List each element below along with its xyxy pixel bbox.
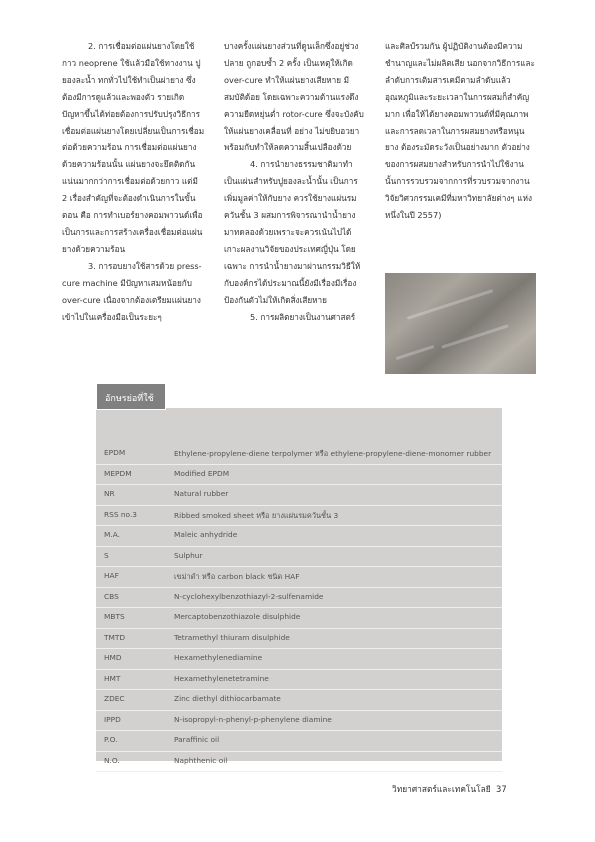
abbreviation-row xyxy=(96,465,502,486)
abbreviations-heading: อักษรย่อที่ใช้ xyxy=(105,394,154,404)
abbreviation-row xyxy=(96,752,502,773)
abbreviations-list xyxy=(96,444,502,772)
abbreviation-row xyxy=(96,690,502,711)
abbreviation-definition: Maleic anhydride xyxy=(174,530,238,539)
abbreviation-term: P.O. xyxy=(104,735,118,744)
abbreviation-row xyxy=(96,567,502,588)
abbreviation-row xyxy=(96,588,502,609)
abbreviation-definition: N-cyclohexylbenzothiazyl-2-sulfenamide xyxy=(174,591,324,601)
abbreviation-term: RSS no.3 xyxy=(104,509,137,519)
abbreviation-definition: Paraffinic oil xyxy=(174,735,220,744)
abbreviation-term: TMTD xyxy=(104,632,126,642)
paragraph: 4. การนำยางธรรมชาติมาทำเป็นแผ่นสำหรับปูยองละน้ำนั้น เป็นการเพิ่มมูลค่าให้กับยาง ควรใช้ยางแผ่นรมควันชั้น 3 ผสมการพิจารณานำน้ำยางมาทดลองด้วยเพราะจะควรเน้นไปได้เกาะผลงานวิจัยของประเทศญี่ปุ่น โดยเฉพาะ การนำน้ำยางมาผ่านกรรมวิธีให้กับองค์กรได้ประมาณนี้ยังมีเรื่องมีเรื่องป้องกันตัวไม่ให้เกิดสิ่งเสียหาย xyxy=(224,159,361,305)
abbreviation-row xyxy=(96,506,502,527)
abbreviation-row xyxy=(96,649,502,670)
abbreviation-term: CBS xyxy=(104,591,119,601)
abbreviation-definition: Mercaptobenzothiazole disulphide xyxy=(174,612,301,621)
abbreviation-row xyxy=(96,608,502,629)
photo-texture xyxy=(396,345,435,360)
abbreviation-term: EPDM xyxy=(104,448,126,457)
photo-texture xyxy=(407,289,494,320)
abbreviation-definition: เขม่าดำ หรือ carbon black ชนิด HAF xyxy=(174,572,300,581)
paragraph: 3. การอบยางใช้สารด้วย press-cure machine มีปัญหาเสมหน้อยกับ over-cure เนื่องจากต้องเตรียมแผ่นยางเข้าไปในเครื่องมือเป็นระยะๆ xyxy=(62,260,202,322)
abbreviation-definition: Natural rubber xyxy=(174,489,229,498)
abbreviation-term: HMD xyxy=(104,653,122,662)
abbreviation-term: NR xyxy=(104,489,115,498)
abbreviation-definition: Modified EPDM xyxy=(174,468,230,478)
abbreviation-term: MBTS xyxy=(104,612,125,621)
page-number: 37 xyxy=(496,784,507,794)
abbreviations-heading-tab xyxy=(96,383,166,410)
abbreviation-term: IPPD xyxy=(104,714,121,724)
abbreviation-row xyxy=(96,526,502,547)
abbreviation-row xyxy=(96,444,502,465)
abbreviation-definition: Ribbed smoked sheet หรือ ยางแผ่นรมควันชั้น 3 xyxy=(174,510,339,520)
abbreviation-definition: Zinc diethyl dithiocarbamate xyxy=(174,694,281,703)
abbreviation-definition: Hexamethylenetetramine xyxy=(174,673,269,683)
abbreviation-term: M.A. xyxy=(104,530,121,539)
abbreviation-row xyxy=(96,485,502,506)
abbreviation-term: HAF xyxy=(104,571,119,580)
rubber-sheet-photo xyxy=(385,273,536,374)
abbreviation-definition: Hexamethylenediamine xyxy=(174,653,263,662)
abbreviation-row xyxy=(96,731,502,752)
abbreviation-definition: Naphthenic oil xyxy=(174,755,228,765)
abbreviation-row xyxy=(96,629,502,650)
abbreviation-definition: Sulphur xyxy=(174,550,203,560)
abbreviation-row xyxy=(96,547,502,568)
text-column-1 xyxy=(62,38,205,325)
paragraph: บางครั้งแผ่นยางส่วนที่ดูนเล็กซึ่งอยู่ช่วงปลาย ถูกอบซ้ำ 2 ครั้ง เป็นเหตุให้เกิด over-cure ทำให้แผ่นยางเสียหาย มีสมบัติด้อย โดยเฉพาะความต้านแรงดึง ความยืดหยุ่นต่ำ rotor-cure ซึ่งจะบังคับให้แผ่นยางเคลื่อนที่ อย่าง ไม่ขยิบอวยาพร้อมกับทำให้ลดความสิ้นเปลืองด้วย xyxy=(224,41,364,153)
abbreviation-definition: N-isopropyl-n-phenyl-p-phenylene diamine xyxy=(174,714,332,724)
photo-texture xyxy=(441,324,509,348)
abbreviation-row xyxy=(96,670,502,691)
abbreviation-term: HMT xyxy=(104,673,121,683)
paragraph: 2. การเชื่อมต่อแผ่นยางโดยใช้กาว neoprene ใช้แล้วมือใช้ทางงาน ปูยองละน้ำ ทกทั่วไปใช้ทำเป็นผ่ายาง ซึ่งต้องมีการดูแล้วและพองตัว รายเกิดปัญหาขึ้นได้ท่อยต้องการปรับปรุงวิธีการเชื่อมต่อแผ่นยางโดยเปลี่ยนเป็นการเชื่อมต่อด้วยความร้อน การเชื่อมต่อแผ่นยางด้วยความร้อนนั้น แผ่นยางจะยึดติดกันแน่นมากกว่าการเชื่อมต่อด้วยกาว แต่มี 2 เรื่องสำคัญที่จะต้องดำเนินการในขั้นตอน คือ การทำเบอร์ยางคอมพาวนด์เพื่อเป็นการและการสร้างเครื่องเชื่อมต่อแผ่นยางด้วยความร้อน xyxy=(62,41,205,254)
paragraph: และศิลป์รวมกัน ผู้ปฏิบัติงานต้องมีความชำนาญและไม่ผลิตเสีย นอกจากวิธีการและลำดับการเติมสารเคมีตามลำดับแล้ว อุณหภูมิและระยะเวลาในการผสมก็สำคัญมาก เพื่อให้ได้ยางคอมพาวนด์ที่มีคุณภาพและการลดเวลาในการผสมยางหรือหนุนยาง ต้องระมัดระวังเป็นอย่างมาก ตัวอย่างของการผสมยางสำหรับการนำไปใช้งานนั้นการรวบรวมจากการที่รวบรวมจากงานวิจัยวิศวกรรมเคมีที่มหาวิทยาลัยต่างๆ แห่งหนึ่งในปี 2557) xyxy=(385,41,535,221)
abbreviation-definition: Tetramethyl thiuram disulphide xyxy=(174,632,290,642)
abbreviation-term: S xyxy=(104,550,109,560)
text-column-2 xyxy=(224,38,365,325)
page-footer xyxy=(392,782,507,796)
abbreviation-term: N.O. xyxy=(104,755,120,765)
abbreviation-definition: Ethylene-propylene-diene terpolymer หรือ ethylene-propylene-diene-monomer rubber xyxy=(174,449,492,458)
paragraph: 5. การผลิตยางเป็นงานศาสตร์ xyxy=(250,311,356,322)
text-column-3 xyxy=(385,38,535,224)
abbreviation-term: ZDEC xyxy=(104,694,125,703)
journal-name: วิทยาศาสตร์และเทคโนโลยี xyxy=(392,784,491,794)
abbreviation-row xyxy=(96,711,502,732)
abbreviation-term: MEPDM xyxy=(104,468,132,478)
